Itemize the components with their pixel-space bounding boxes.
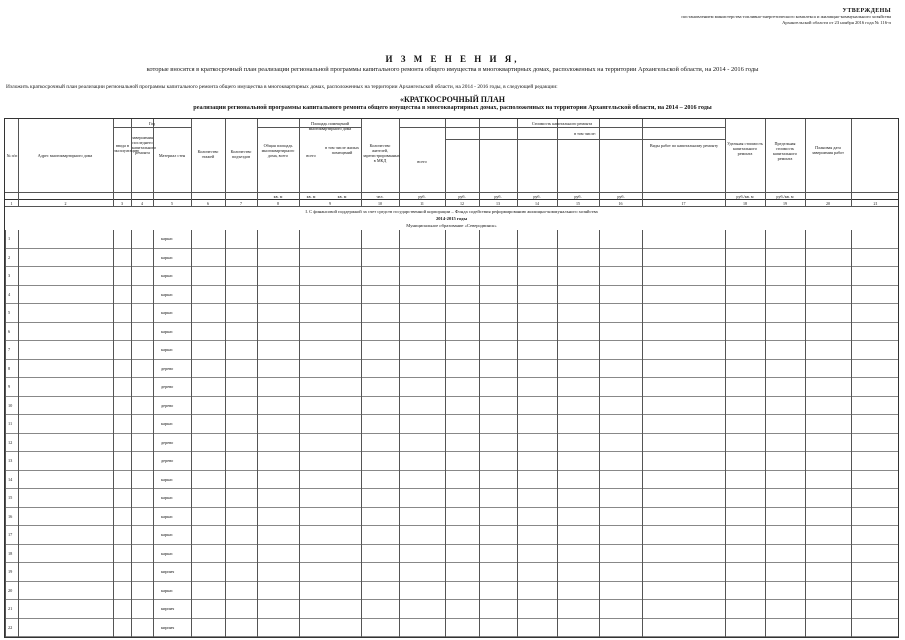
wall-material: каркас xyxy=(161,532,173,537)
unit-label: руб./кв. м xyxy=(776,194,794,199)
wall-material: каркас xyxy=(161,273,173,278)
table-row xyxy=(5,471,898,490)
header-num: № п/п xyxy=(6,153,18,158)
table-row xyxy=(5,230,898,249)
header-residents: Количество жителей, зарегистрированных в МКД xyxy=(363,143,400,163)
municipality-label: Муниципальное образование «Северодвинск» xyxy=(406,223,497,228)
unit-label: руб./кв. м xyxy=(736,194,754,199)
header-year: Год xyxy=(148,121,156,126)
header-completion: Плановая дата завершения работ xyxy=(812,145,844,155)
wall-material: каркас xyxy=(161,495,173,500)
unit-label: руб. xyxy=(617,194,625,199)
table-row xyxy=(5,582,898,601)
row-number: 2 xyxy=(8,254,11,260)
row-number: 21 xyxy=(8,606,13,611)
table-row xyxy=(5,508,898,527)
wall-material: кирпич xyxy=(161,624,175,630)
table-row xyxy=(5,286,898,305)
header-cost-including: в том числе: xyxy=(574,131,596,136)
column-number: 18 xyxy=(743,201,747,206)
table-row xyxy=(5,434,898,453)
wall-material: кирпич xyxy=(161,569,175,574)
row-number: 16 xyxy=(8,513,13,519)
document-title: И З М Е Н Е Н И Я, xyxy=(385,54,520,64)
table-header xyxy=(5,119,898,200)
header-address: Адрес многоквартирного дома xyxy=(37,153,93,158)
plan-subtitle: реализации региональной программы капитального ремонта общего имущества в многоквартирных домах, расположенных на территории Архангельской области, на 2014 – 2016 годы xyxy=(193,104,712,111)
row-number: 8 xyxy=(8,365,11,371)
column-number: 9 xyxy=(329,201,331,206)
table-row xyxy=(5,267,898,286)
row-number: 3 xyxy=(8,273,11,278)
table-row xyxy=(5,341,898,360)
column-number: 15 xyxy=(576,201,580,206)
column-number: 13 xyxy=(496,201,500,206)
column-number: 7 xyxy=(240,201,242,206)
row-number: 18 xyxy=(8,550,13,556)
row-number: 4 xyxy=(8,291,11,297)
row-number: 6 xyxy=(8,328,11,334)
unit-label: руб. xyxy=(574,194,582,199)
header-floors: Количество этажей xyxy=(197,149,219,159)
header-year-built: ввода в эксплуатацию xyxy=(114,143,140,153)
row-number: 5 xyxy=(8,310,11,315)
wall-material: каркас xyxy=(161,236,173,241)
table-row xyxy=(5,600,898,619)
column-number: 14 xyxy=(535,201,539,206)
unit-label: кв. м xyxy=(306,194,316,199)
column-number: 19 xyxy=(783,201,787,206)
wall-material: каркас xyxy=(161,328,173,334)
table-row xyxy=(5,397,898,416)
unit-label: чел. xyxy=(376,194,384,199)
row-number: 12 xyxy=(8,439,13,445)
row-number: 20 xyxy=(8,587,13,593)
header-area-premises: Площадь помещений многоквартирного дома xyxy=(308,121,352,131)
document-intro: Изложить краткосрочный план реализации региональной программы капитального ремонта общего имущества в многоквартирных домах, расположенных на территории Архангельской области, на 2014 - 2016 годы, в следующей редакции: xyxy=(6,84,558,90)
unit-label: руб. xyxy=(533,194,541,199)
column-number: 4 xyxy=(141,201,143,206)
table-row xyxy=(5,415,898,434)
wall-material: каркас xyxy=(161,291,173,297)
table-row xyxy=(5,249,898,268)
row-number: 22 xyxy=(8,624,13,630)
wall-material: каркас xyxy=(161,476,173,482)
table-row xyxy=(5,360,898,379)
row-number: 10 xyxy=(8,402,13,408)
document-subtitle: которые вносятся в краткосрочный план реализации региональной программы капитального ремонта общего имущества в многоквартирных домах, расположенных на территории Архангельской области, на 2014 - 2016 годы xyxy=(146,66,759,73)
wall-material: дерево xyxy=(161,384,174,389)
unit-label: руб. xyxy=(494,194,502,199)
wall-material: каркас xyxy=(161,550,173,556)
column-number: 10 xyxy=(378,201,382,206)
period-label: 2014-2015 годы xyxy=(435,216,468,221)
table-row xyxy=(5,526,898,545)
unit-label: руб. xyxy=(458,194,466,199)
table-row xyxy=(5,619,898,638)
wall-material: каркас xyxy=(161,254,173,260)
wall-material: дерево xyxy=(161,402,174,408)
header-area-all: всего xyxy=(306,153,316,158)
table-row xyxy=(5,323,898,342)
header-work-types: Виды работ по капитальному ремонту xyxy=(649,143,719,148)
header-area-residential: в том числе жилых помещений xyxy=(325,145,359,155)
column-number: 3 xyxy=(121,201,123,206)
unit-label: кв. м xyxy=(337,194,347,199)
approval-line-1: постановлением министерства топливно-энергетического комплекса и жилищно-коммунального хозяйства xyxy=(681,14,891,19)
column-number: 2 xyxy=(64,201,67,206)
unit-label: кв. м xyxy=(273,194,283,199)
table-row xyxy=(5,452,898,471)
plan-title: «КРАТКОСРОЧНЫЙ ПЛАН xyxy=(400,95,505,104)
column-number: 12 xyxy=(460,201,464,206)
row-number: 1 xyxy=(8,236,11,241)
row-number: 17 xyxy=(8,532,13,537)
row-number: 13 xyxy=(8,458,13,463)
column-number: 11 xyxy=(420,201,424,206)
column-number: 8 xyxy=(277,201,279,206)
header-unit-cost: Удельная стоимость капитального ремонта xyxy=(727,141,763,156)
header-cost: Стоимость капитального ремонта xyxy=(531,121,593,126)
header-limit-cost: Предельная стоимость капитального ремонта xyxy=(772,141,798,161)
header-year-repair: завершения последнего капитального ремонта xyxy=(132,135,157,155)
approval-stamp xyxy=(591,8,891,26)
column-number: 1 xyxy=(10,201,13,206)
wall-material: каркас xyxy=(161,310,173,315)
wall-material: дерево xyxy=(161,439,174,445)
wall-material: каркас xyxy=(161,587,173,593)
table-row xyxy=(5,304,898,323)
row-number: 7 xyxy=(8,347,11,352)
table-row xyxy=(5,378,898,397)
header-cost-total: всего xyxy=(417,159,427,164)
column-number: 5 xyxy=(171,201,173,206)
header-entrances: Количество подъездов xyxy=(230,149,252,159)
column-number-row xyxy=(5,200,898,207)
approval-title: УТВЕРЖДЕНЫ xyxy=(842,8,891,14)
row-number: 15 xyxy=(8,495,13,500)
column-number: 6 xyxy=(207,201,209,206)
column-number: 17 xyxy=(681,201,686,206)
header-wall: Материал стен xyxy=(158,153,186,158)
header-area-total: Общая площадь многоквартирного дома, всего xyxy=(261,143,295,158)
column-number: 16 xyxy=(618,201,623,206)
table-row xyxy=(5,489,898,508)
column-number: 20 xyxy=(826,201,830,206)
wall-material: каркас xyxy=(161,347,173,352)
unit-label: руб. xyxy=(418,194,426,199)
row-number: 19 xyxy=(8,569,13,574)
wall-material: каркас xyxy=(161,513,173,519)
wall-material: дерево xyxy=(161,365,174,371)
table-row xyxy=(5,545,898,564)
section-title: I. С финансовой поддержкой за счет средств государственной корпорации – Фонда содействия реформированию жилищно-коммунального хозяйства xyxy=(305,209,598,214)
wall-material: каркас xyxy=(161,421,173,426)
column-number: 21 xyxy=(873,201,878,206)
wall-material: дерево xyxy=(161,458,174,463)
plan-table xyxy=(4,118,899,638)
approval-line-2: Архангельской области от 23 ноября 2016 года № 116-п xyxy=(782,20,891,25)
row-number: 9 xyxy=(8,384,11,389)
table-row xyxy=(5,563,898,582)
row-number: 14 xyxy=(8,476,13,482)
row-number: 11 xyxy=(8,421,13,426)
wall-material: кирпич xyxy=(161,606,175,611)
